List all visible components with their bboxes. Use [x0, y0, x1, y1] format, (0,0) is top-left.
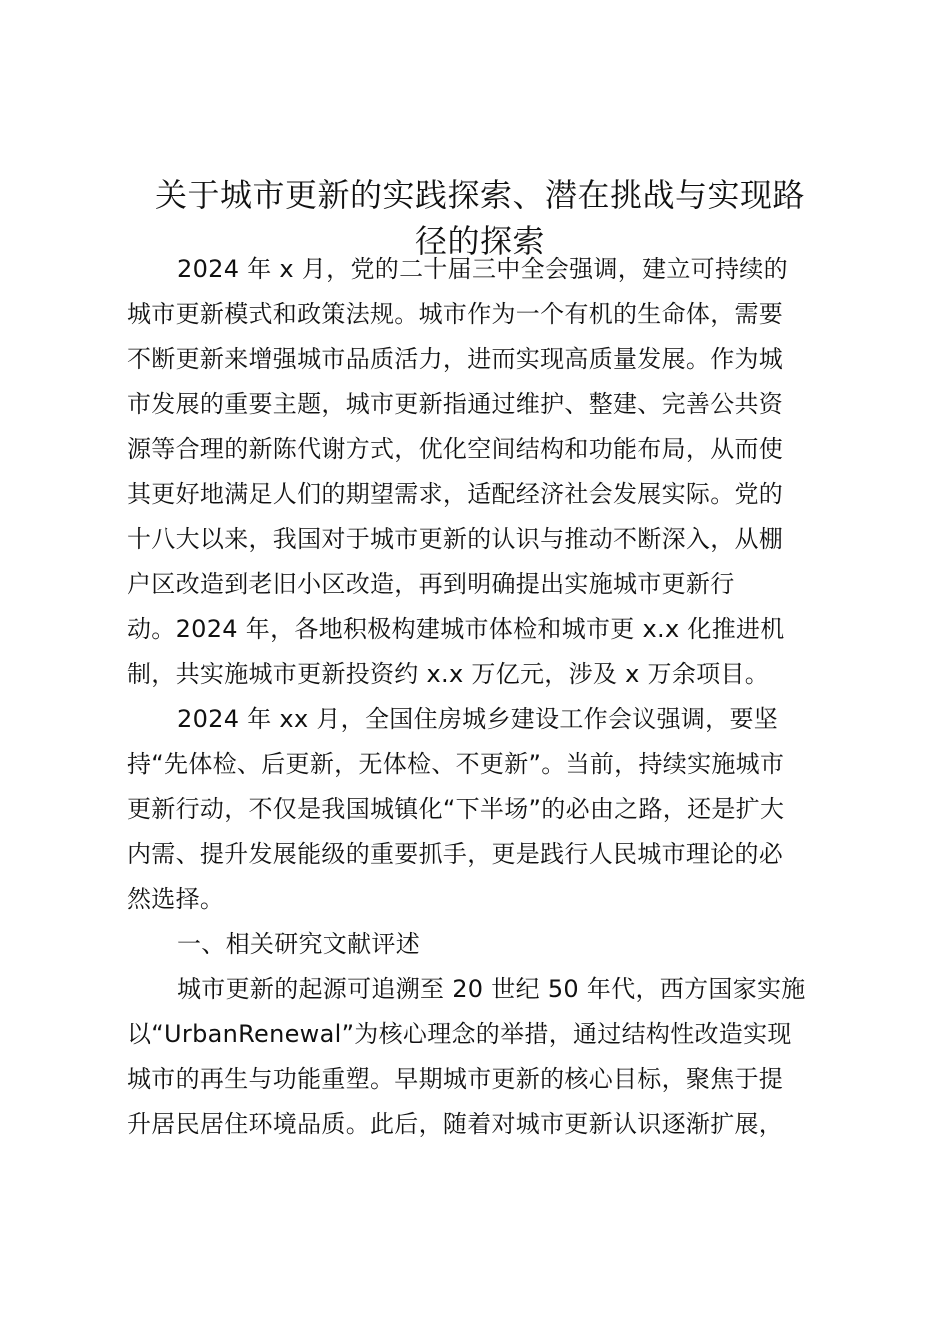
paragraph-line: 持“先体检、后更新，无体检、不更新”。当前，持续实施城市 [127, 750, 785, 778]
paragraph-line: 升居民居住环境品质。此后，随着对城市更新认识逐渐扩展， [127, 1110, 784, 1138]
paragraph-line: 城市的再生与功能重塑。早期城市更新的核心目标，聚焦于提 [127, 1065, 784, 1093]
paragraph-line: 更新行动，不仅是我国城镇化“下半场”的必由之路，还是扩大 [127, 795, 785, 823]
paragraph-line: 动。2024 年，各地积极构建城市体检和城市更 x.x 化推进机 [127, 615, 785, 643]
paragraph-line: 户区改造到老旧小区改造，再到明确提出实施城市更新行 [127, 570, 735, 598]
title-line-1: 关于城市更新的实践探索、潜在挑战与实现路 [154, 176, 805, 214]
paragraph-line: 其更好地满足人们的期望需求，适配经济社会发展实际。党的 [127, 480, 784, 508]
paragraph-line: 城市更新模式和政策法规。城市作为一个有机的生命体，需要 [127, 300, 784, 328]
paragraph-line: 市发展的重要主题，城市更新指通过维护、整建、完善公共资 [127, 390, 784, 418]
paragraph-line: 以“UrbanRenewal”为核心理念的举措，通过结构性改造实现 [127, 1020, 792, 1048]
paragraph-line: 内需、提升发展能级的重要抓手，更是践行人民城市理论的必 [127, 840, 784, 868]
paragraph-line: 源等合理的新陈代谢方式，优化空间结构和功能布局，从而使 [127, 435, 784, 463]
paragraph-line: 2024 年 x 月，党的二十届三中全会强调，建立可持续的 [177, 255, 788, 283]
title-line-2: 径的探索 [414, 222, 545, 260]
paragraph-line: 城市更新的起源可追溯至 20 世纪 50 年代，西方国家实施 [177, 975, 806, 1003]
paragraph-line: 不断更新来增强城市品质活力，进而实现高质量发展。作为城 [127, 345, 784, 373]
section-heading: 一、相关研究文献评述 [177, 930, 420, 958]
document-title [120, 172, 840, 264]
paragraph-line: 制，共实施城市更新投资约 x.x 万亿元，涉及 x 万余项目。 [127, 660, 770, 688]
paragraph-line: 2024 年 xx 月，全国住房城乡建设工作会议强调，要坚 [177, 705, 779, 733]
paragraph-line: 十八大以来，我国对于城市更新的认识与推动不断深入，从棚 [127, 525, 784, 553]
paragraph-line: 然选择。 [127, 885, 225, 913]
